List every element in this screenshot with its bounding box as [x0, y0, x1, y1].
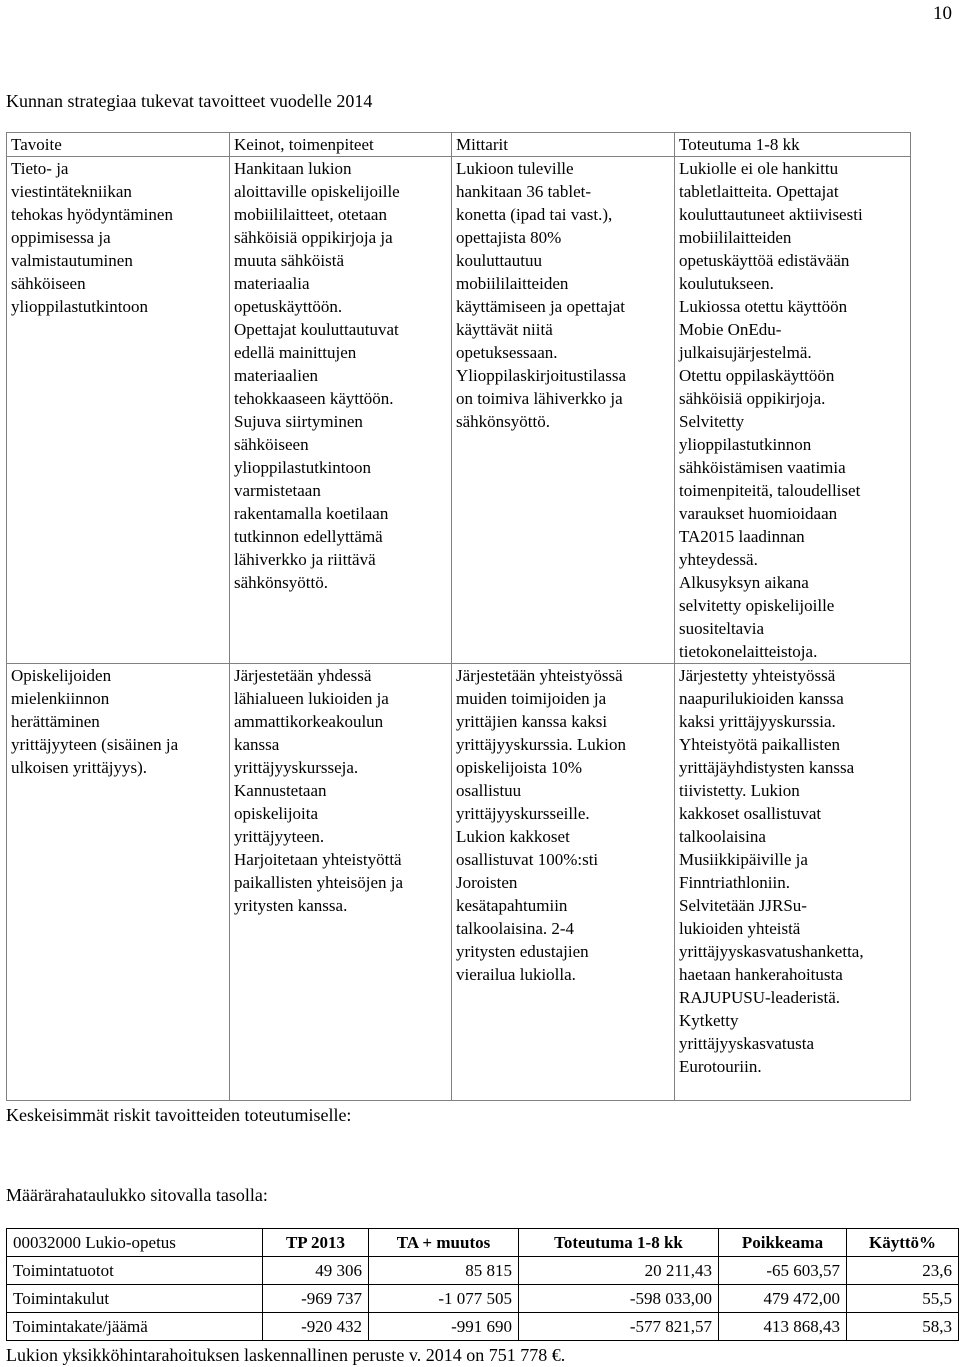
budget-header-toteutuma: Toteutuma 1-8 kk — [519, 1229, 719, 1257]
metrics-cell: Järjestetään yhteistyössä muiden toimijoiden ja yrittäjien kanssa kaksi yrittäjyyskurssia. Lukion opiskelijoista 10% osallistuu yrittäjyyskursseille. Lukion kakkoset osallistuvat 100%:sti Joroisten kesätapahtumiin talkoolaisina. 2-4 yritysten edustajien vierailua lukiolla. — [452, 664, 675, 1101]
budget-cell: 55,5 — [847, 1285, 959, 1313]
goal-cell: Opiskelijoiden mielenkiinnon herättäminen yrittäjyyteen (sisäinen ja ulkoisen yrittäjyys). — [7, 664, 230, 1101]
table-row — [7, 1313, 959, 1341]
budget-cell: -1 077 505 — [369, 1285, 519, 1313]
budget-cell: 49 306 — [263, 1257, 369, 1285]
budget-cell: 20 211,43 — [519, 1257, 719, 1285]
budget-cell: -65 603,57 — [719, 1257, 847, 1285]
budget-header-kaytto: Käyttö% — [847, 1229, 959, 1257]
budget-cell: 479 472,00 — [719, 1285, 847, 1313]
budget-cell: 58,3 — [847, 1313, 959, 1341]
outcome-cell: Järjestetty yhteistyössä naapurilukioiden kanssa kaksi yrittäjyyskurssia. Yhteistyötä paikallisten yrittäjäyhdistysten kanssa tiivistetty. Lukion kakkoset osallistuvat talkoolaisina Musiikkipäiville ja Finntriathloniin. Selvitetään JJRSu- lukioiden yhteistä yrittäjyyskasvatushanketta, haetaan hankerahoitusta RAJUPUSU-leaderistä. Kytketty yrittäjyyskasvatusta Eurotouriin. — [675, 664, 911, 1101]
page-heading: Kunnan strategiaa tukevat tavoitteet vuodelle 2014 — [6, 91, 373, 111]
goals-header-keinot: Keinot, toimenpiteet — [230, 133, 452, 157]
budget-cell: -969 737 — [263, 1285, 369, 1313]
budget-header-poikkeama: Poikkeama — [719, 1229, 847, 1257]
budget-cell: 413 868,43 — [719, 1313, 847, 1341]
budget-cell: -991 690 — [369, 1313, 519, 1341]
goals-header-mittarit: Mittarit — [452, 133, 675, 157]
table-row — [7, 1257, 959, 1285]
table-row — [7, 1285, 959, 1313]
table-row — [7, 664, 911, 1101]
measures-cell: Järjestetään yhdessä lähialueen lukioiden ja ammattikorkeakoulun kanssa yrittäjyyskursseja. Kannustetaan opiskelijoita yrittäjyyteen. Harjoitetaan yhteistyöttä paikallisten yhteisöjen ja yritysten kanssa. — [230, 664, 452, 1101]
budget-header-unit: 00032000 Lukio-opetus — [7, 1229, 263, 1257]
budget-row-label: Toimintakulut — [7, 1285, 263, 1313]
metrics-cell: Lukioon tuleville hankitaan 36 tablet- konetta (ipad tai vast.), opettajista 80% kouluttautuu mobiililaitteiden käyttämiseen ja opettajat käyttävät niitä opetuksessaan. Ylioppilaskirjoitustilassa on toimiva lähiverkko ja sähkönsyöttö. — [452, 157, 675, 664]
page-number: 10 — [933, 3, 952, 24]
goals-table — [6, 132, 911, 1101]
footnote: Lukion yksikköhintarahoituksen laskennallinen peruste v. 2014 on 751 778 €. — [6, 1345, 566, 1365]
budget-header-row — [7, 1229, 959, 1257]
budget-cell: -598 033,00 — [519, 1285, 719, 1313]
budget-header-tp2013: TP 2013 — [263, 1229, 369, 1257]
table-row — [7, 157, 911, 664]
budget-header-ta: TA + muutos — [369, 1229, 519, 1257]
measures-cell: Hankitaan lukion aloittaville opiskelijoille mobiililaitteet, otetaan sähköisiä oppikirjoja ja muuta sähköistä materiaalia opetuskäyttöön. Opettajat kouluttautuvat edellä mainittujen materiaalien tehokkaaseen käyttöön. Sujuva siirtyminen sähköiseen ylioppilastutkintoon varmistetaan rakentamalla koetilaan tutkinnon edellyttämä lähiverkko ja riittävä sähkönsyöttö. — [230, 157, 452, 664]
goals-header-toteutuma: Toteutuma 1-8 kk — [675, 133, 911, 157]
budget-table — [6, 1228, 959, 1341]
budget-cell: 85 815 — [369, 1257, 519, 1285]
budget-cell: -577 821,57 — [519, 1313, 719, 1341]
goals-header-tavoite: Tavoite — [7, 133, 230, 157]
budget-heading: Määrärahataulukko sitovalla tasolla: — [6, 1185, 268, 1205]
budget-cell: 23,6 — [847, 1257, 959, 1285]
goal-cell: Tieto- ja viestintätekniikan tehokas hyödyntäminen oppimisessa ja valmistautuminen sähköiseen ylioppilastutkintoon — [7, 157, 230, 664]
goals-header-row — [7, 133, 911, 157]
risks-label: Keskeisimmät riskit tavoitteiden toteutumiselle: — [6, 1105, 352, 1125]
budget-cell: -920 432 — [263, 1313, 369, 1341]
budget-row-label: Toimintakate/jäämä — [7, 1313, 263, 1341]
outcome-cell: Lukiolle ei ole hankittu tabletlaitteita. Opettajat kouluttautuneet aktiivisesti mobiililaitteiden opetuskäyttöä edistävään koulutukseen. Lukiossa otettu käyttöön Mobie OnEdu- julkaisujärjestelmä. Otettu oppilaskäyttöön sähköisiä oppikirjoja. Selvitetty ylioppilastutkinnon sähköistämisen vaatimia toimenpiteitä, taloudelliset varaukset huomioidaan TA2015 laadinnan yhteydessä. Alkusyksyn aikana selvitetty opiskelijoille suositeltavia tietokonelaitteistoja. — [675, 157, 911, 664]
budget-row-label: Toimintatuotot — [7, 1257, 263, 1285]
